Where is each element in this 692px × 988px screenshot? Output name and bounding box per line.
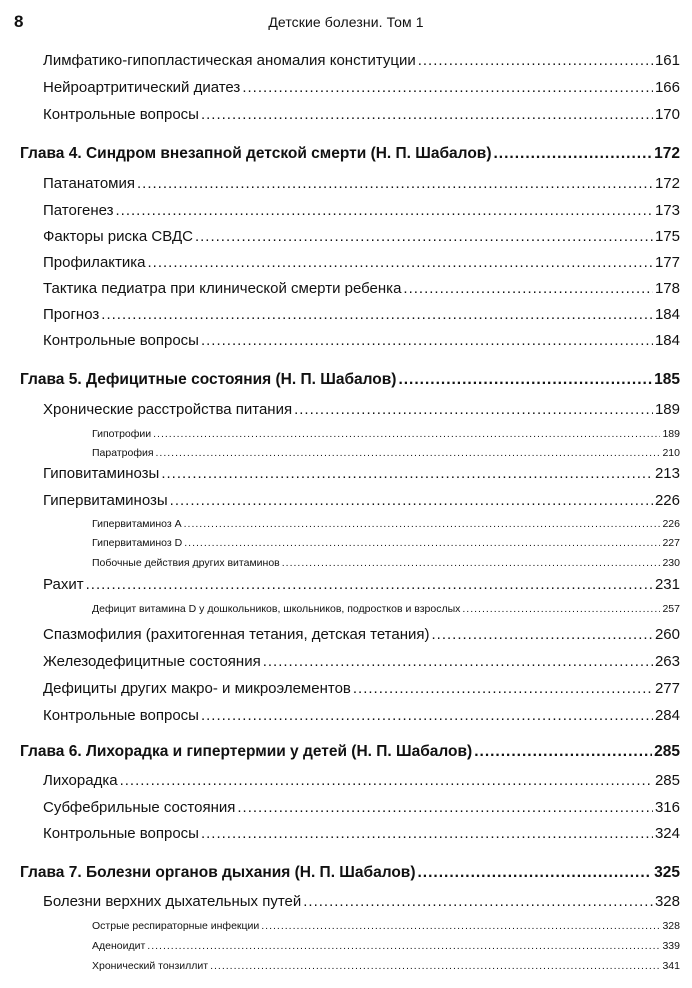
toc-leader	[101, 306, 653, 323]
toc-entry	[43, 893, 680, 910]
toc-entry-title: Факторы риска СВДС	[43, 228, 193, 245]
toc-subentry-title: Гипервитаминоз А	[92, 518, 182, 530]
toc-leader	[263, 653, 653, 670]
toc-entry-page: 263	[654, 653, 680, 670]
toc-entry-page: 285	[654, 772, 680, 789]
toc-leader	[493, 145, 652, 163]
toc-entry-title: Дефициты других макро- и микроэлементов	[43, 680, 351, 697]
toc-leader	[120, 772, 653, 789]
toc-entry	[43, 52, 680, 69]
toc-entry	[43, 332, 680, 349]
toc-entry-title: Контрольные вопросы	[43, 707, 199, 724]
toc-chapter-title: Глава 4. Синдром внезапной детской смерти (Н. П. Шабалов)	[20, 145, 492, 162]
toc-chapter-title: Глава 7. Болезни органов дыхания (Н. П. Шабалов)	[20, 864, 416, 881]
toc-entry-title: Профилактика	[43, 254, 146, 271]
page-number: 8	[14, 12, 24, 31]
toc-entry	[43, 106, 680, 123]
toc-entry-title: Рахит	[43, 576, 84, 593]
toc-chapter-title: Глава 6. Лихорадка и гипертермии у детей (Н. П. Шабалов)	[20, 743, 473, 760]
toc-entry-title: Нейроартритический диатез	[43, 79, 241, 96]
toc-entry-page: 277	[654, 680, 680, 697]
toc-subentry-page: 339	[662, 940, 680, 952]
toc-leader	[147, 940, 660, 952]
toc-entry	[43, 254, 680, 271]
toc-entry	[43, 280, 680, 297]
toc-subentry	[92, 603, 680, 615]
toc-entry-page: 189	[654, 401, 680, 418]
toc-entry	[43, 825, 680, 842]
toc-entry	[43, 799, 680, 816]
toc-subentry-page: 227	[662, 537, 680, 549]
toc-subentry	[92, 428, 680, 440]
toc-leader	[161, 465, 653, 482]
toc-leader	[184, 537, 660, 549]
toc-leader	[201, 106, 653, 123]
toc-entry-page: 213	[654, 465, 680, 482]
toc-subentry-title: Дефицит витамина D у дошкольников, школьников, подростков и взрослых	[92, 603, 461, 615]
toc-entry-page: 175	[654, 228, 680, 245]
toc-entry	[43, 772, 680, 789]
toc-entry-page: 172	[654, 175, 680, 192]
toc-leader	[474, 743, 652, 761]
toc-leader	[432, 626, 653, 643]
toc-chapter-page: 325	[654, 864, 680, 881]
toc-chapter-title: Глава 5. Дефицитные состояния (Н. П. Шабалов)	[20, 371, 397, 388]
toc-entry	[43, 175, 680, 192]
toc-entry-page: 177	[654, 254, 680, 271]
toc-entry-title: Гипервитаминозы	[43, 492, 168, 509]
toc-leader	[153, 428, 660, 440]
toc-subentry-page: 230	[662, 557, 680, 569]
toc-entry-title: Патогенез	[43, 202, 114, 219]
toc-entry-page: 226	[654, 492, 680, 509]
toc-chapter	[20, 743, 680, 761]
toc-leader	[462, 603, 660, 615]
toc-chapter	[20, 145, 680, 163]
toc-entry	[43, 306, 680, 323]
toc-entry-title: Лимфатико-гипопластическая аномалия конституции	[43, 52, 416, 69]
toc-subentry	[92, 557, 680, 569]
toc-subentry-page: 341	[662, 960, 680, 972]
toc-entry-page: 178	[654, 280, 680, 297]
toc-leader	[116, 202, 653, 219]
toc-entry-title: Прогноз	[43, 306, 100, 323]
toc-subentry-page: 328	[662, 920, 680, 932]
toc-leader	[156, 447, 661, 459]
toc-entry	[43, 576, 680, 593]
toc-subentry	[92, 920, 680, 932]
toc-leader	[237, 799, 653, 816]
toc-subentry-page: 257	[662, 603, 680, 615]
toc-subentry-title: Гипотрофии	[92, 428, 152, 440]
toc-entry	[43, 401, 680, 418]
toc-leader	[201, 825, 653, 842]
toc-subentry-title: Гипервитаминоз D	[92, 537, 183, 549]
toc-leader	[418, 864, 653, 882]
toc-leader	[398, 371, 652, 389]
toc-entry	[43, 228, 680, 245]
toc-leader	[201, 332, 653, 349]
toc-entry-title: Тактика педиатра при клинической смерти ребенка	[43, 280, 402, 297]
toc-entry-title: Контрольные вопросы	[43, 332, 199, 349]
toc-entry-title: Патанатомия	[43, 175, 135, 192]
toc-entry	[43, 653, 680, 670]
toc-entry-title: Контрольные вопросы	[43, 825, 199, 842]
toc-subentry-title: Острые респираторные инфекции	[92, 920, 260, 932]
toc-subentry-page: 226	[662, 518, 680, 530]
toc-leader	[403, 280, 653, 297]
toc-subentry-title: Аденоидит	[92, 940, 146, 952]
toc-entry-title: Хронические расстройства питания	[43, 401, 293, 418]
toc-leader	[303, 893, 653, 910]
toc-subentry	[92, 447, 680, 459]
toc-chapter	[20, 371, 680, 389]
toc-subentry-title: Хронический тонзиллит	[92, 960, 209, 972]
toc-leader	[242, 79, 653, 96]
toc-subentry	[92, 960, 680, 972]
toc-subentry-title: Паратрофия	[92, 447, 154, 459]
toc-leader	[86, 576, 653, 593]
toc-entry-page: 184	[654, 332, 680, 349]
toc-entry-page: 170	[654, 106, 680, 123]
toc-entry	[43, 465, 680, 482]
toc-entry-title: Спазмофилия (рахитогенная тетания, детская тетания)	[43, 626, 430, 643]
toc-leader	[418, 52, 653, 69]
toc-entry	[43, 492, 680, 509]
toc-subentry	[92, 518, 680, 530]
toc-subentry	[92, 940, 680, 952]
toc-chapter-page: 172	[654, 145, 680, 162]
toc-entry-page: 161	[654, 52, 680, 69]
toc-entry-page: 328	[654, 893, 680, 910]
toc-entry-page: 284	[654, 707, 680, 724]
toc-subentry-page: 189	[662, 428, 680, 440]
running-title: Детские болезни. Том 1	[268, 14, 424, 30]
toc-subentry-title: Побочные действия других витаминов	[92, 557, 280, 569]
toc-entry-title: Гиповитаминозы	[43, 465, 160, 482]
toc-entry-title: Контрольные вопросы	[43, 106, 199, 123]
toc-leader	[201, 707, 653, 724]
toc-entry-page: 260	[654, 626, 680, 643]
toc-chapter-page: 285	[654, 743, 680, 760]
toc-chapter-page: 185	[654, 371, 680, 388]
toc-entry-page: 231	[654, 576, 680, 593]
toc-leader	[353, 680, 653, 697]
toc-entry-title: Субфебрильные состояния	[43, 799, 236, 816]
toc-entry	[43, 79, 680, 96]
toc-entry-page: 316	[654, 799, 680, 816]
toc-entry	[43, 626, 680, 643]
toc-leader	[282, 557, 661, 569]
toc-entry-page: 166	[654, 79, 680, 96]
toc-leader	[170, 492, 653, 509]
toc-entry-page: 173	[654, 202, 680, 219]
toc-entry	[43, 707, 680, 724]
toc-leader	[294, 401, 653, 418]
toc-leader	[137, 175, 653, 192]
page-header	[0, 0, 692, 40]
toc-leader	[210, 960, 660, 972]
toc-entry-title: Болезни верхних дыхательных путей	[43, 893, 302, 910]
toc-leader	[148, 254, 653, 271]
toc-leader	[184, 518, 661, 530]
toc-subentry-page: 210	[662, 447, 680, 459]
toc-entry-title: Лихорадка	[43, 772, 118, 789]
toc-entry-title: Железодефицитные состояния	[43, 653, 261, 670]
toc-leader	[195, 228, 653, 245]
toc-entry	[43, 202, 680, 219]
toc-entry-page: 184	[654, 306, 680, 323]
toc-entry	[43, 680, 680, 697]
toc-subentry	[92, 537, 680, 549]
toc-chapter	[20, 864, 680, 882]
toc-leader	[261, 920, 660, 932]
toc-entry-page: 324	[654, 825, 680, 842]
